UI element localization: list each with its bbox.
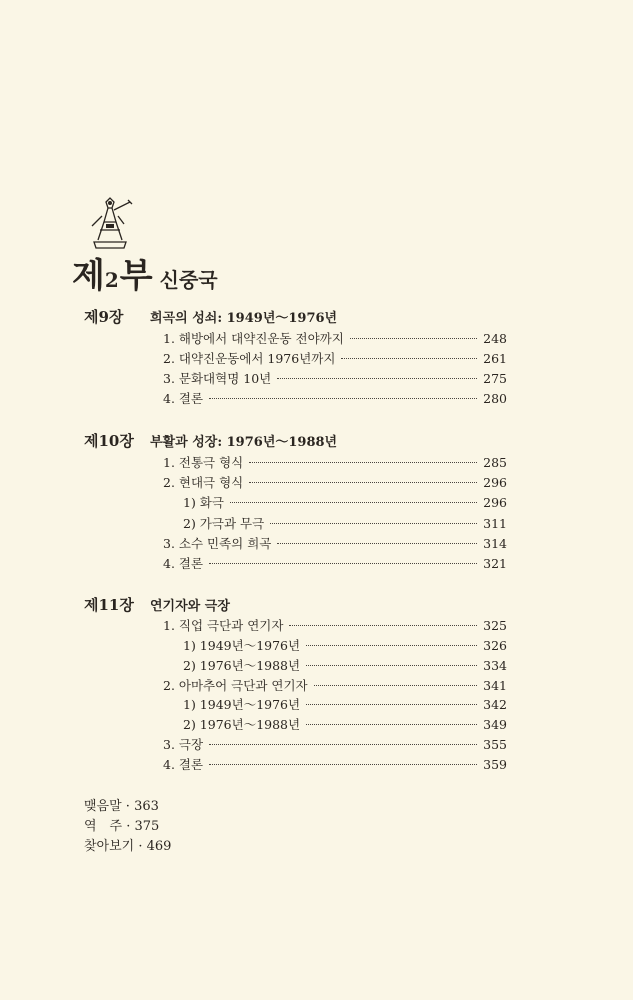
toc-entry[interactable] [183, 715, 507, 735]
toc-entry-title: 2. 현대극 형식 [163, 475, 244, 490]
leader-dots [249, 462, 477, 463]
part-prefix: 제 [72, 256, 104, 296]
toc-entry-page: 355 [483, 737, 507, 752]
toc-entry-page: 296 [483, 495, 507, 510]
toc-entry-title: 1. 해방에서 대약진운동 전야까지 [163, 331, 344, 346]
toc-entry[interactable] [163, 329, 507, 349]
part-number: 2 [104, 268, 119, 292]
toc-entry[interactable] [183, 514, 507, 534]
toc-entry-title: 2) 1976년～1988년 [183, 658, 301, 673]
chapter-label: 제9장 [84, 308, 124, 326]
toc-entry-title: 2) 1976년～1988년 [183, 717, 301, 732]
toc-entry-title: 1) 화극 [183, 495, 224, 510]
toc-entry-page: 325 [483, 618, 507, 633]
toc-entry-page: 359 [483, 757, 507, 772]
back-matter-index[interactable]: 찾아보기 · 469 [84, 839, 172, 854]
toc-entry-title: 3. 문화대혁명 10년 [163, 371, 272, 386]
toc-entry[interactable] [183, 493, 507, 513]
toc-entry-title: 2) 가극과 무극 [183, 516, 265, 531]
back-matter-epilogue[interactable]: 맺음말 · 363 [84, 799, 159, 814]
toc-entry-page: 311 [483, 516, 507, 531]
toc-entry-page: 314 [483, 536, 507, 551]
part-emblem-icon [84, 196, 136, 252]
toc-entry-page: 349 [483, 717, 507, 732]
toc-entry-page: 296 [483, 475, 507, 490]
leader-dots [306, 665, 477, 666]
leader-dots [306, 724, 477, 725]
chapter-heading [84, 594, 230, 615]
leader-dots [209, 744, 477, 745]
toc-entry[interactable] [163, 534, 507, 554]
toc-entry-title: 1) 1949년～1976년 [183, 638, 301, 653]
toc-entry-title: 4. 결론 [163, 757, 204, 772]
toc-entry-page: 326 [483, 638, 507, 653]
leader-dots [209, 563, 477, 564]
toc-entry[interactable] [163, 616, 507, 636]
toc-entry[interactable] [163, 453, 507, 473]
toc-entry-title: 4. 결론 [163, 391, 204, 406]
toc-entry-title: 1) 1949년～1976년 [183, 697, 301, 712]
toc-entry-page: 321 [483, 556, 507, 571]
leader-dots [277, 378, 477, 379]
leader-dots [249, 482, 477, 483]
toc-entry-page: 342 [483, 697, 507, 712]
toc-entry-page: 275 [483, 371, 507, 386]
part-subtitle: 신중국 [159, 268, 218, 292]
toc-entry-title: 2. 아마추어 극단과 연기자 [163, 678, 308, 693]
toc-entry-title: 1. 직업 극단과 연기자 [163, 618, 284, 633]
toc-entry[interactable] [163, 554, 507, 574]
toc-entry[interactable] [163, 349, 507, 369]
toc-entry-title: 3. 극장 [163, 737, 204, 752]
leader-dots [341, 358, 477, 359]
chapter-label: 제10장 [84, 432, 134, 450]
leader-dots [314, 685, 477, 686]
leader-dots [270, 523, 477, 524]
toc-entry[interactable] [163, 676, 507, 696]
toc-entry-page: 341 [483, 678, 507, 693]
toc-entry-page: 261 [483, 351, 507, 366]
leader-dots [230, 502, 477, 503]
toc-entry-title: 3. 소수 민족의 희곡 [163, 536, 272, 551]
toc-entry-page: 334 [483, 658, 507, 673]
back-matter-notes[interactable]: 역 주 · 375 [84, 819, 160, 834]
toc-entry-page: 248 [483, 331, 507, 346]
toc-entry[interactable] [163, 369, 507, 389]
toc-entry[interactable] [163, 389, 507, 409]
toc-entry[interactable] [183, 695, 507, 715]
chapter-title: 희곡의 성쇠: 1949년～1976년 [150, 311, 338, 326]
toc-entry-page: 280 [483, 391, 507, 406]
leader-dots [306, 645, 477, 646]
chapter-heading [84, 306, 337, 327]
chapter-title: 연기자와 극장 [150, 599, 230, 614]
toc-entry[interactable] [163, 735, 507, 755]
toc-entry-title: 2. 대약진운동에서 1976년까지 [163, 351, 336, 366]
chapter-label: 제11장 [84, 596, 134, 614]
toc-entry[interactable] [163, 473, 507, 493]
toc-entry[interactable] [183, 636, 507, 656]
toc-entry[interactable] [183, 656, 507, 676]
leader-dots [209, 764, 477, 765]
leader-dots [350, 338, 477, 339]
part-suffix: 부 [119, 256, 152, 296]
toc-entry-title: 1. 전통극 형식 [163, 455, 244, 470]
toc-entry-title: 4. 결론 [163, 556, 204, 571]
part-heading [72, 248, 218, 297]
chapter-title: 부활과 성장: 1976년～1988년 [150, 435, 338, 450]
toc-entry-page: 285 [483, 455, 507, 470]
leader-dots [306, 704, 477, 705]
leader-dots [289, 625, 477, 626]
leader-dots [277, 543, 477, 544]
chapter-heading [84, 430, 337, 451]
leader-dots [209, 398, 477, 399]
toc-entry[interactable] [163, 755, 507, 775]
